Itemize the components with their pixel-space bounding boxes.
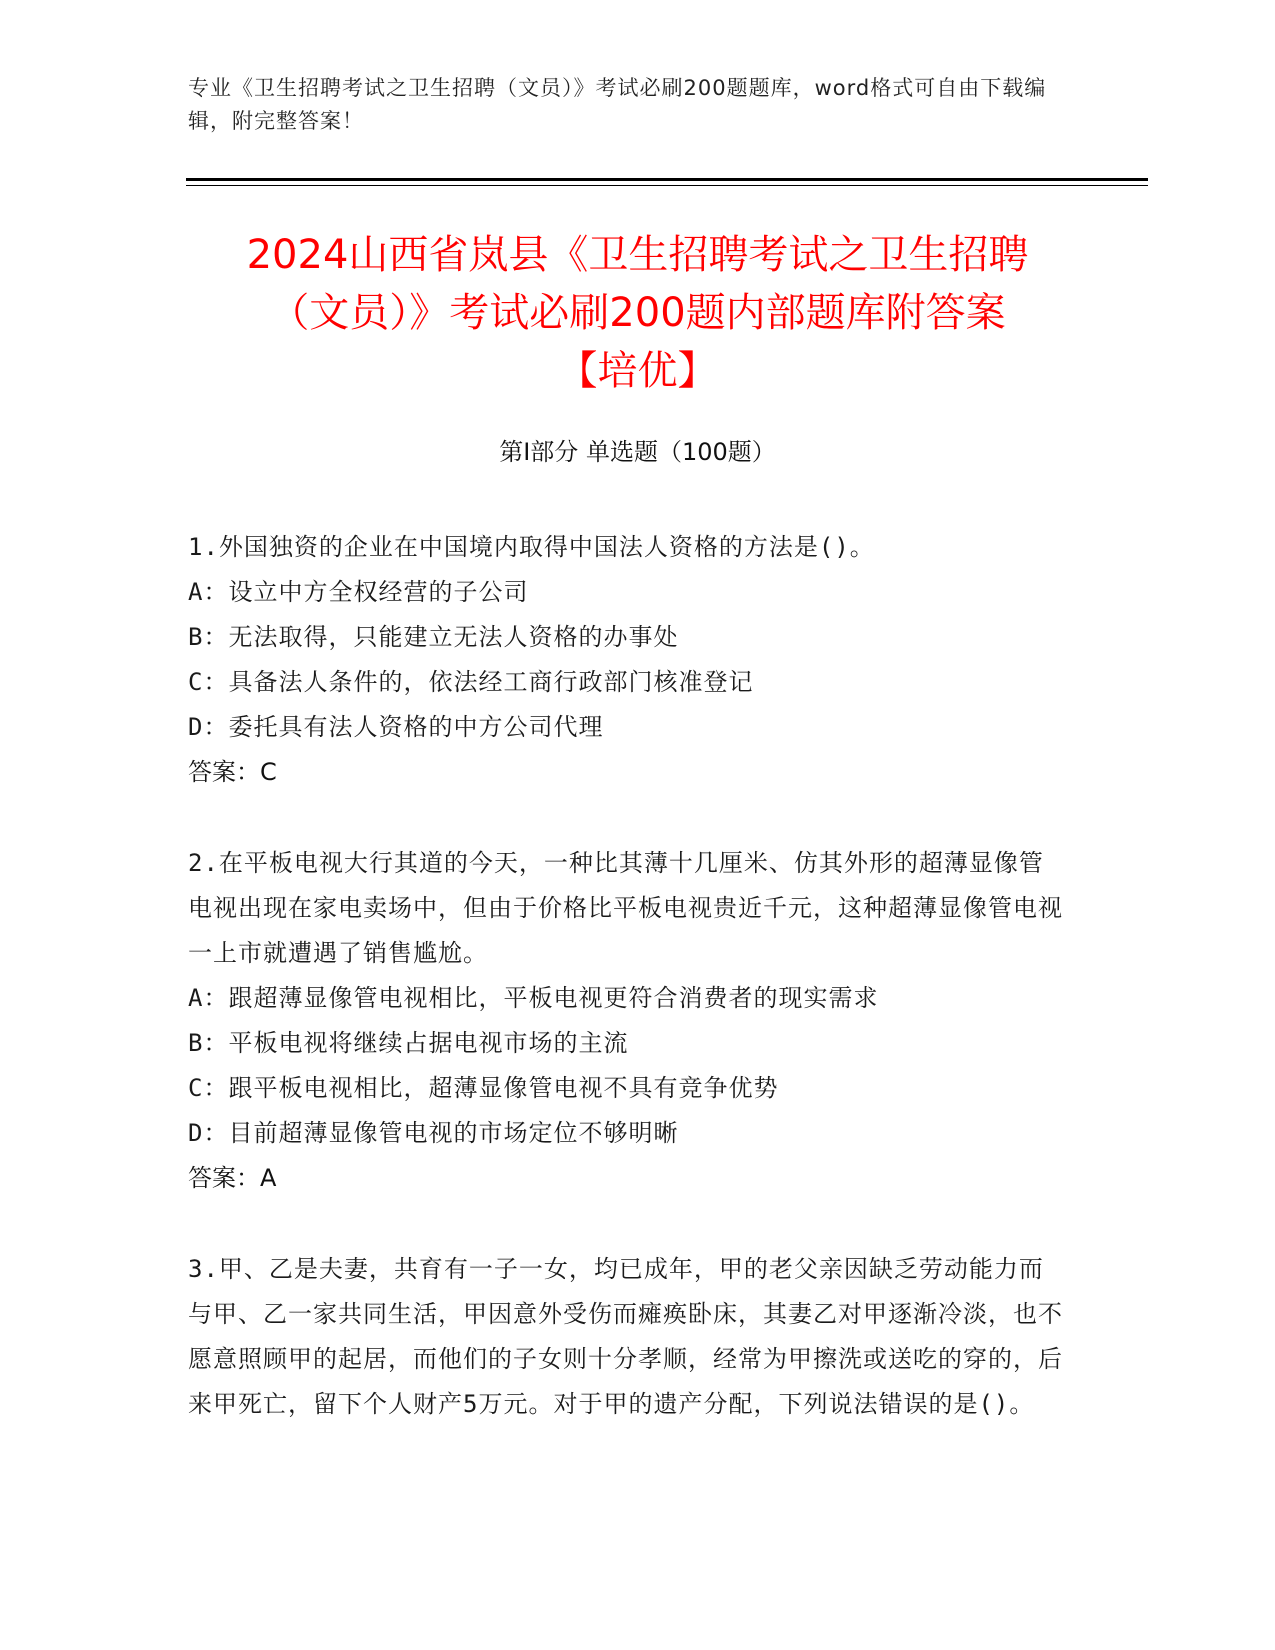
answer-label: 答案：C: [188, 758, 277, 786]
option-d: D：目前超薄显像管电视的市场定位不够明晰: [188, 1119, 679, 1147]
question-stem: 3.甲、乙是夫妻，共育有一子一女，均已成年，甲的老父亲因缺乏劳动能力而与甲、乙一家共同生活，甲因意外受伤而瘫痪卧床，其妻乙对甲逐渐冷淡，也不愿意照顾甲的起居，而他们的子女则十分孝顺，经常为甲擦洗或送吃的穿的，后来甲死亡，留下个人财产5万元。对于甲的遗产分配，下列说法错误的是()。: [188, 1255, 1063, 1418]
question-item: [188, 841, 1068, 1201]
header-note: 专业《卫生招聘考试之卫生招聘（文员）》考试必刷200题题库，word格式可自由下载编辑，附完整答案！: [188, 76, 1047, 133]
header-divider-thick: [186, 178, 1148, 181]
option-a: A：设立中方全权经营的子公司: [188, 578, 529, 606]
title-line-2: （文员）》考试必刷200题内部题库附答案: [269, 290, 1006, 336]
question-item: [188, 525, 1068, 795]
question-list: [188, 525, 1068, 1473]
question-item: [188, 1247, 1068, 1427]
question-stem: 1.外国独资的企业在中国境内取得中国法人资格的方法是()。: [188, 533, 875, 561]
option-c: C：跟平板电视相比，超薄显像管电视不具有竞争优势: [188, 1074, 779, 1102]
answer-label: 答案：A: [188, 1164, 277, 1192]
document-title: [150, 226, 1125, 400]
question-stem: 2.在平板电视大行其道的今天，一种比其薄十几厘米、仿其外形的超薄显像管电视出现在家电卖场中，但由于价格比平板电视贵近千元，这种超薄显像管电视一上市就遭遇了销售尴尬。: [188, 849, 1063, 967]
title-line-1: 2024山西省岚县《卫生招聘考试之卫生招聘: [246, 232, 1029, 278]
header-divider-thin: [186, 185, 1148, 186]
option-a: A：跟超薄显像管电视相比，平板电视更符合消费者的现实需求: [188, 984, 879, 1012]
section-heading: 第I部分 单选题（100题）: [499, 438, 776, 466]
title-line-3: 【培优】: [557, 348, 718, 394]
option-c: C：具备法人条件的，依法经工商行政部门核准登记: [188, 668, 754, 696]
option-b: B：无法取得，只能建立无法人资格的办事处: [188, 623, 679, 651]
option-d: D：委托具有法人资格的中方公司代理: [188, 713, 604, 741]
option-b: B：平板电视将继续占据电视市场的主流: [188, 1029, 629, 1057]
